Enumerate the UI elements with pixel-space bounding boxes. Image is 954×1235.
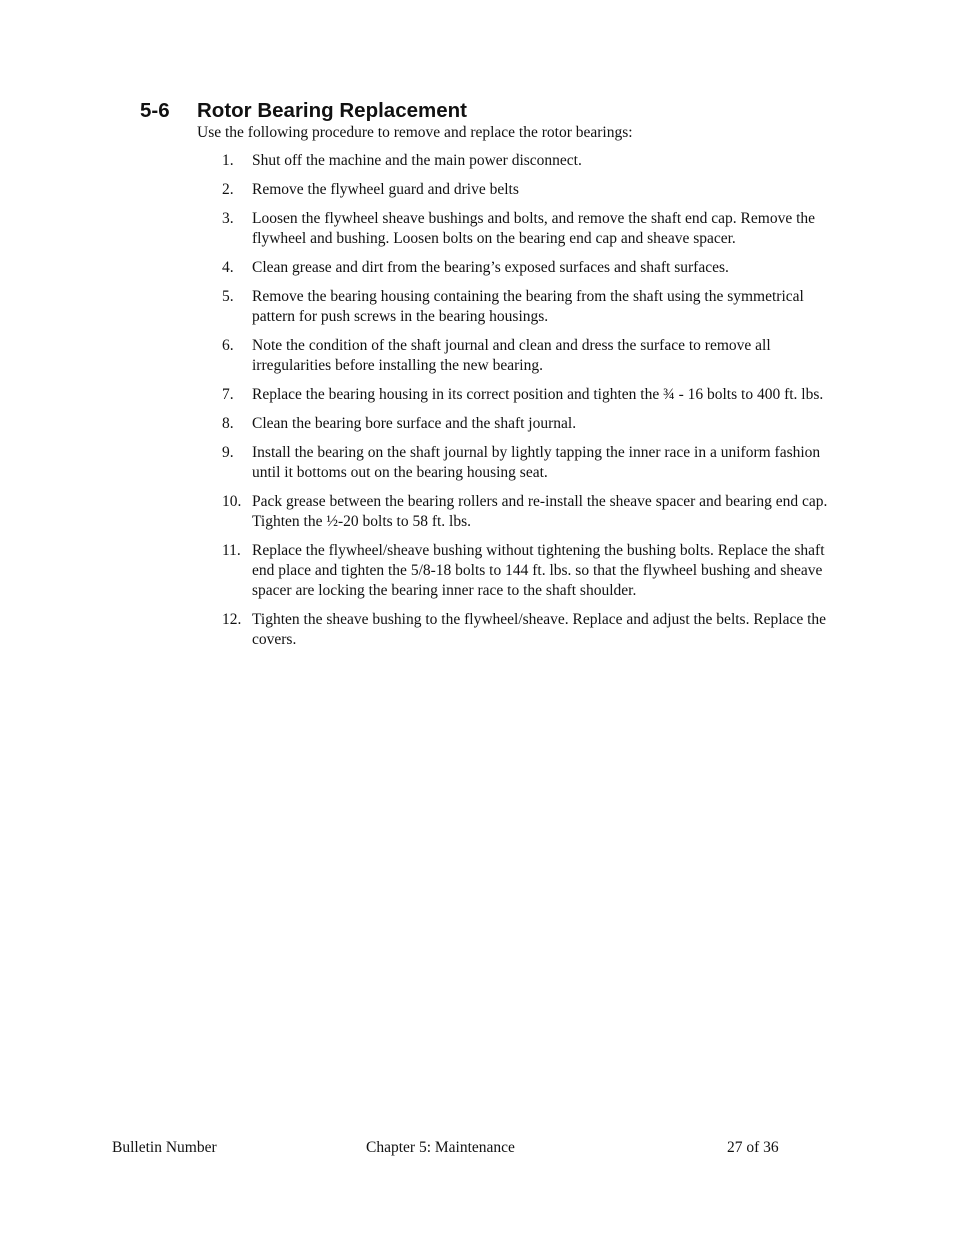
step-number: 7.	[222, 386, 234, 403]
step-item	[222, 287, 842, 327]
step-item	[222, 492, 842, 532]
footer-bulletin: Bulletin Number	[112, 1139, 217, 1156]
step-text: Note the condition of the shaft journal and clean and dress the surface to remove all irregularities before installing the new bearing.	[252, 337, 771, 374]
step-item	[222, 336, 842, 376]
step-item	[222, 610, 842, 650]
step-text: Pack grease between the bearing rollers and re-install the sheave spacer and bearing end cap. Tighten the ½-20 bolts to 58 ft. lbs.	[252, 493, 828, 530]
step-text: Install the bearing on the shaft journal by lightly tapping the inner race in a uniform fashion until it bottoms out on the bearing housing seat.	[252, 444, 821, 481]
step-item	[222, 385, 842, 405]
step-text: Tighten the sheave bushing to the flywheel/sheave. Replace and adjust the belts. Replace the covers.	[252, 611, 827, 648]
step-text: Shut off the machine and the main power disconnect.	[252, 152, 582, 169]
footer-chapter: Chapter 5: Maintenance	[366, 1139, 515, 1156]
procedure-steps	[222, 151, 842, 659]
step-number: 6.	[222, 337, 234, 354]
step-text: Replace the flywheel/sheave bushing without tightening the bushing bolts. Replace the shaft end place and tighten the 5/8-18 bolts to 144 ft. lbs. so that the flywheel bushing and sheave spacer are locking the bearing inner race to the shaft shoulder.	[252, 542, 825, 599]
step-text: Replace the bearing housing in its correct position and tighten the ¾ - 16 bolts to 400 ft. lbs.	[252, 386, 824, 403]
footer-page-number: 27 of 36	[727, 1139, 779, 1156]
step-text: Remove the flywheel guard and drive belts	[252, 181, 519, 198]
step-text: Clean the bearing bore surface and the shaft journal.	[252, 415, 577, 432]
step-number: 8.	[222, 415, 234, 432]
step-item	[222, 258, 842, 278]
section-number: 5-6	[140, 99, 170, 122]
step-number: 5.	[222, 288, 234, 305]
step-text: Clean grease and dirt from the bearing’s exposed surfaces and shaft surfaces.	[252, 259, 729, 276]
step-number: 4.	[222, 259, 234, 276]
step-text: Remove the bearing housing containing the bearing from the shaft using the symmetrical pattern for push screws in the bearing housings.	[252, 288, 804, 325]
step-item	[222, 414, 842, 434]
step-number: 2.	[222, 181, 234, 198]
step-item	[222, 151, 842, 171]
section-heading	[140, 98, 467, 124]
step-item	[222, 180, 842, 200]
section-title: Rotor Bearing Replacement	[197, 99, 467, 122]
step-text: Loosen the flywheel sheave bushings and bolts, and remove the shaft end cap. Remove the flywheel and bushing. Loosen bolts on the bearing end cap and sheave spacer.	[252, 210, 816, 247]
step-number: 3.	[222, 210, 234, 227]
step-item	[222, 209, 842, 249]
step-number: 1.	[222, 152, 234, 169]
step-number: 10.	[222, 493, 242, 510]
step-item	[222, 541, 842, 601]
page-footer	[0, 1138, 954, 1160]
step-number: 9.	[222, 444, 234, 461]
intro-text: Use the following procedure to remove and replace the rotor bearings:	[197, 124, 633, 141]
step-item	[222, 443, 842, 483]
step-number: 12.	[222, 611, 242, 628]
step-number: 11.	[222, 542, 241, 559]
